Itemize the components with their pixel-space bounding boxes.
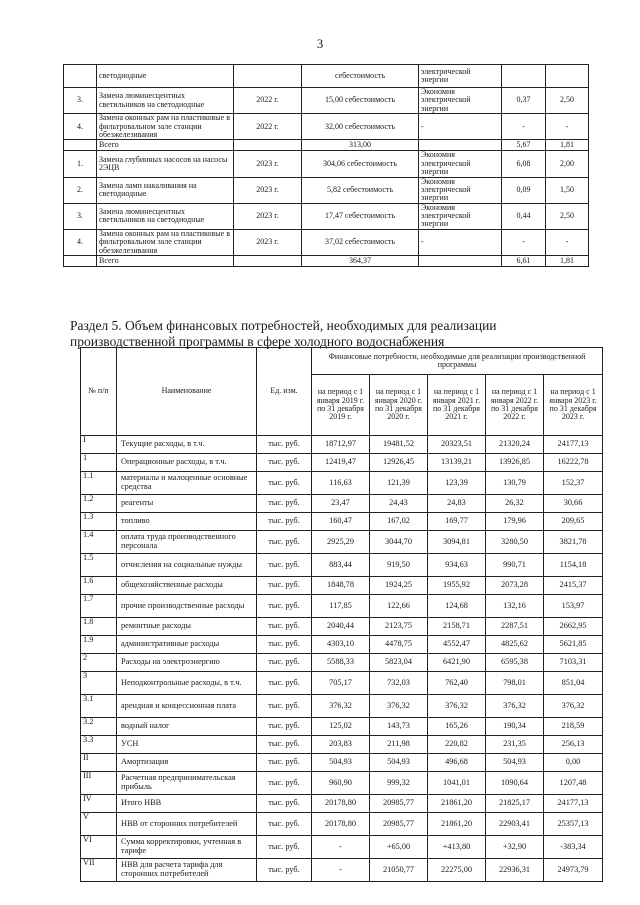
row-num: V xyxy=(81,813,117,836)
row-value: 26,32 xyxy=(486,495,544,513)
row-unit: тыс. руб. xyxy=(257,695,312,718)
measure-year: 2022 г. xyxy=(234,88,302,114)
row-value: 376,32 xyxy=(428,695,486,718)
row-value: 23,47 xyxy=(312,495,370,513)
measure-name: Замена оконных рам на пластиковые в фильтровальном зале станции обезжелезивания xyxy=(97,114,234,140)
row-value: 22275,00 xyxy=(428,859,486,882)
measure-row xyxy=(64,140,589,151)
row-unit: тыс. руб. xyxy=(257,472,312,495)
measure-num xyxy=(64,140,97,151)
row-unit: тыс. руб. xyxy=(257,454,312,472)
measure-num: 4. xyxy=(64,114,97,140)
row-num: 3.2 xyxy=(81,718,117,736)
row-value: 256,13 xyxy=(544,736,603,754)
row-num: III xyxy=(81,772,117,795)
row-value: 798,01 xyxy=(486,672,544,695)
measure-name: Всего xyxy=(97,256,234,267)
measure-row xyxy=(64,229,589,255)
row-unit: тыс. руб. xyxy=(257,654,312,672)
row-name: реагенты xyxy=(117,495,257,513)
row-value: 883,44 xyxy=(312,554,370,577)
row-unit: тыс. руб. xyxy=(257,436,312,454)
measure-year: 2022 г. xyxy=(234,114,302,140)
row-num: 1.7 xyxy=(81,595,117,618)
row-value: 6421,90 xyxy=(428,654,486,672)
measure-amount: 15,00 себестоимость xyxy=(302,88,419,114)
row-name: отчисления на социальные нужды xyxy=(117,554,257,577)
measure-num: 3. xyxy=(64,203,97,229)
row-value: +32,90 xyxy=(486,836,544,859)
row-value: 12926,45 xyxy=(370,454,428,472)
measure-year xyxy=(234,256,302,267)
row-value: 2925,29 xyxy=(312,531,370,554)
row-num: 1 xyxy=(81,454,117,472)
row-value: 167,02 xyxy=(370,513,428,531)
row-unit: тыс. руб. xyxy=(257,672,312,695)
measure-v1: 6,61 xyxy=(502,256,546,267)
measure-v2: 2,50 xyxy=(546,88,589,114)
row-value: 152,37 xyxy=(544,472,603,495)
row-name: Расчетная предпринимательская прибыль xyxy=(117,772,257,795)
row-value: 21320,24 xyxy=(486,436,544,454)
measure-effect: Экономия электрической энергии xyxy=(419,177,502,203)
header-num: № п/п xyxy=(81,348,117,436)
row-name: арендная и концессионная плата xyxy=(117,695,257,718)
measure-name: Замена ламп накаливания на светодиодные xyxy=(97,177,234,203)
row-value: 1154,18 xyxy=(544,554,603,577)
measure-num: 4. xyxy=(64,229,97,255)
measure-v2: 1,81 xyxy=(546,140,589,151)
row-value: 132,16 xyxy=(486,595,544,618)
row-value: - xyxy=(312,859,370,882)
row-value: 2073,28 xyxy=(486,577,544,595)
row-num: VII xyxy=(81,859,117,882)
row-value: 2287,51 xyxy=(486,618,544,636)
row-unit: тыс. руб. xyxy=(257,495,312,513)
table-row xyxy=(81,636,603,654)
row-value: 25357,13 xyxy=(544,813,603,836)
measure-name: Всего xyxy=(97,140,234,151)
row-value: 20178,80 xyxy=(312,795,370,813)
measure-amount: 364,37 xyxy=(302,256,419,267)
measure-effect xyxy=(419,256,502,267)
measure-v1 xyxy=(502,65,546,88)
row-value: 130,79 xyxy=(486,472,544,495)
row-name: общехозяйственные расходы xyxy=(117,577,257,595)
measures-table xyxy=(63,64,589,267)
row-name: Текущие расходы, в т.ч. xyxy=(117,436,257,454)
measure-effect: - xyxy=(419,114,502,140)
measure-v1: - xyxy=(502,114,546,140)
row-value: 24,83 xyxy=(428,495,486,513)
measure-row xyxy=(64,114,589,140)
header-period-2023: на период с 1 января 2023 г. по 31 декабря 2023 г. xyxy=(544,375,603,436)
measure-row xyxy=(64,203,589,229)
row-value: 24,43 xyxy=(370,495,428,513)
row-unit: тыс. руб. xyxy=(257,836,312,859)
measure-v1: 0,09 xyxy=(502,177,546,203)
measure-amount: 304,06 себестоимость xyxy=(302,151,419,177)
row-num: 1.5 xyxy=(81,554,117,577)
measure-effect xyxy=(419,140,502,151)
measure-v2: 2,50 xyxy=(546,203,589,229)
row-value: 165,26 xyxy=(428,718,486,736)
row-name: оплата труда производственного персонала xyxy=(117,531,257,554)
row-value: 5823,04 xyxy=(370,654,428,672)
row-name: ремонтные расходы xyxy=(117,618,257,636)
row-value: 376,32 xyxy=(370,695,428,718)
row-value: 203,83 xyxy=(312,736,370,754)
row-name: административные расходы xyxy=(117,636,257,654)
row-num: IV xyxy=(81,795,117,813)
row-value: 1924,25 xyxy=(370,577,428,595)
table-row xyxy=(81,795,603,813)
measure-year: 2023 г. xyxy=(234,151,302,177)
row-name: Сумма корректировки, учтенная в тарифе xyxy=(117,836,257,859)
measure-row xyxy=(64,65,589,88)
measure-v2: - xyxy=(546,114,589,140)
row-value: 123,39 xyxy=(428,472,486,495)
table-row xyxy=(81,495,603,513)
row-value: 12419,47 xyxy=(312,454,370,472)
row-value: 4825,62 xyxy=(486,636,544,654)
row-value: 3821,78 xyxy=(544,531,603,554)
row-value: 1848,78 xyxy=(312,577,370,595)
row-value: -383,34 xyxy=(544,836,603,859)
measure-v2: - xyxy=(546,229,589,255)
row-name: УСН xyxy=(117,736,257,754)
row-value: 5588,33 xyxy=(312,654,370,672)
row-num: 1.6 xyxy=(81,577,117,595)
row-value: 2662,95 xyxy=(544,618,603,636)
row-value: 1090,64 xyxy=(486,772,544,795)
row-value: 179,96 xyxy=(486,513,544,531)
row-value: 22903,41 xyxy=(486,813,544,836)
row-value: 2040,44 xyxy=(312,618,370,636)
row-name: НВВ для расчета тарифа для сторонних потребителей xyxy=(117,859,257,882)
row-unit: тыс. руб. xyxy=(257,754,312,772)
row-value: 504,93 xyxy=(370,754,428,772)
measure-effect: Экономия электрической энергии xyxy=(419,203,502,229)
measure-name: светодиодные xyxy=(97,65,234,88)
measure-num: 3. xyxy=(64,88,97,114)
row-name: материалы и малоценные основные средства xyxy=(117,472,257,495)
row-unit: тыс. руб. xyxy=(257,772,312,795)
measure-row xyxy=(64,151,589,177)
table-row xyxy=(81,654,603,672)
row-value: 0,00 xyxy=(544,754,603,772)
row-value: 376,32 xyxy=(312,695,370,718)
table-row xyxy=(81,695,603,718)
row-value: 3280,50 xyxy=(486,531,544,554)
row-value: 231,35 xyxy=(486,736,544,754)
header-period-2021: на период с 1 января 2021 г. по 31 декабря 2021 г. xyxy=(428,375,486,436)
header-name: Наименование xyxy=(117,348,257,436)
header-period-2022: на период с 1 января 2022 г. по 31 декабря 2022 г. xyxy=(486,375,544,436)
row-unit: тыс. руб. xyxy=(257,531,312,554)
row-unit: тыс. руб. xyxy=(257,736,312,754)
row-value: 2123,75 xyxy=(370,618,428,636)
row-value: 116,63 xyxy=(312,472,370,495)
table-row xyxy=(81,436,603,454)
row-unit: тыс. руб. xyxy=(257,859,312,882)
header-period-2019: на период с 1 января 2019 г. по 31 декабря 2019 г. xyxy=(312,375,370,436)
row-value: 169,77 xyxy=(428,513,486,531)
table-row xyxy=(81,554,603,577)
row-value: 21861,20 xyxy=(428,795,486,813)
table-row xyxy=(81,772,603,795)
row-value: 24973,79 xyxy=(544,859,603,882)
table-row xyxy=(81,736,603,754)
row-value: 121,39 xyxy=(370,472,428,495)
measure-v1: 0,44 xyxy=(502,203,546,229)
table-row xyxy=(81,754,603,772)
row-value: 934,63 xyxy=(428,554,486,577)
measure-amount: 37,02 себестоимость xyxy=(302,229,419,255)
row-num: 1.4 xyxy=(81,531,117,554)
table-row xyxy=(81,859,603,882)
row-value: 3044,70 xyxy=(370,531,428,554)
measure-effect: Экономия электрической энергии xyxy=(419,151,502,177)
row-value: 125,02 xyxy=(312,718,370,736)
row-value: 13139,21 xyxy=(428,454,486,472)
header-unit: Ед. изм. xyxy=(257,348,312,436)
row-name: Неподконтрольные расходы, в т.ч. xyxy=(117,672,257,695)
table-row xyxy=(81,531,603,554)
measure-effect: электрической энергии xyxy=(419,65,502,88)
row-num: 1.8 xyxy=(81,618,117,636)
row-value: +65,00 xyxy=(370,836,428,859)
row-name: НВВ от сторонних потребителей xyxy=(117,813,257,836)
table-row xyxy=(81,595,603,618)
measure-v1: 0,37 xyxy=(502,88,546,114)
row-value: 376,32 xyxy=(486,695,544,718)
row-unit: тыс. руб. xyxy=(257,718,312,736)
measure-amount: 313,00 xyxy=(302,140,419,151)
row-value: 990,71 xyxy=(486,554,544,577)
row-value: 504,93 xyxy=(312,754,370,772)
measure-amount: себестоимость xyxy=(302,65,419,88)
measure-name: Замена глубинных насосов на насосы 2ЭЦВ xyxy=(97,151,234,177)
table-row xyxy=(81,454,603,472)
row-unit: тыс. руб. xyxy=(257,813,312,836)
row-value: 705,17 xyxy=(312,672,370,695)
row-name: Операционные расходы, в т.ч. xyxy=(117,454,257,472)
page-number: 3 xyxy=(316,36,324,51)
table-row xyxy=(81,618,603,636)
row-value: 30,66 xyxy=(544,495,603,513)
row-value: +413,80 xyxy=(428,836,486,859)
row-num: VI xyxy=(81,836,117,859)
financial-needs-table xyxy=(80,347,603,882)
row-num: 1.9 xyxy=(81,636,117,654)
row-value: 5621,85 xyxy=(544,636,603,654)
measure-year: 2023 г. xyxy=(234,203,302,229)
measure-amount: 5,82 себестоимость xyxy=(302,177,419,203)
table-row xyxy=(81,813,603,836)
measure-year xyxy=(234,65,302,88)
header-period-2020: на период с 1 января 2020 г. по 31 декабря 2020 г. xyxy=(370,375,428,436)
row-name: Расходы на электроэнергию xyxy=(117,654,257,672)
row-value: 4552,47 xyxy=(428,636,486,654)
row-unit: тыс. руб. xyxy=(257,795,312,813)
row-name: топливо xyxy=(117,513,257,531)
row-unit: тыс. руб. xyxy=(257,554,312,577)
row-num: 1.2 xyxy=(81,495,117,513)
row-value: 20985,77 xyxy=(370,813,428,836)
table-row xyxy=(81,672,603,695)
measure-v1: 6,08 xyxy=(502,151,546,177)
row-value: 2158,71 xyxy=(428,618,486,636)
measure-row xyxy=(64,177,589,203)
row-value: 20985,77 xyxy=(370,795,428,813)
row-value: 160,47 xyxy=(312,513,370,531)
row-value: 117,85 xyxy=(312,595,370,618)
row-name: Итого НВВ xyxy=(117,795,257,813)
row-value: 220,82 xyxy=(428,736,486,754)
row-value: 504,93 xyxy=(486,754,544,772)
row-unit: тыс. руб. xyxy=(257,577,312,595)
measure-v1: - xyxy=(502,229,546,255)
measure-effect: - xyxy=(419,229,502,255)
row-value: 153,97 xyxy=(544,595,603,618)
row-unit: тыс. руб. xyxy=(257,513,312,531)
row-value: 21825,17 xyxy=(486,795,544,813)
measure-v2: 1,81 xyxy=(546,256,589,267)
measure-num xyxy=(64,256,97,267)
row-value: 3094,81 xyxy=(428,531,486,554)
measure-num: 2. xyxy=(64,177,97,203)
measure-num xyxy=(64,65,97,88)
row-value: 124,68 xyxy=(428,595,486,618)
row-value: 960,90 xyxy=(312,772,370,795)
row-value: 732,03 xyxy=(370,672,428,695)
row-num: 3.3 xyxy=(81,736,117,754)
row-num: 1.3 xyxy=(81,513,117,531)
row-value: 209,65 xyxy=(544,513,603,531)
row-value: 7103,31 xyxy=(544,654,603,672)
measure-v1: 5,67 xyxy=(502,140,546,151)
row-name: Амортизация xyxy=(117,754,257,772)
measure-name: Замена оконных рам на пластиковые в фильтровальном зале станции обезжелезивания xyxy=(97,229,234,255)
row-num: 1.1 xyxy=(81,472,117,495)
measure-row xyxy=(64,256,589,267)
row-value: 24177,13 xyxy=(544,795,603,813)
row-num: I xyxy=(81,436,117,454)
row-value: 4478,75 xyxy=(370,636,428,654)
row-value: - xyxy=(312,836,370,859)
table-row xyxy=(81,718,603,736)
row-value: 122,66 xyxy=(370,595,428,618)
row-value: 18712,97 xyxy=(312,436,370,454)
row-value: 496,68 xyxy=(428,754,486,772)
row-value: 16222,78 xyxy=(544,454,603,472)
measure-amount: 32,00 себестоимость xyxy=(302,114,419,140)
row-num: 2 xyxy=(81,654,117,672)
row-value: 919,50 xyxy=(370,554,428,577)
measure-effect: Экономия электрической энергии xyxy=(419,88,502,114)
table-row xyxy=(81,577,603,595)
row-value: 999,32 xyxy=(370,772,428,795)
measure-num: 1. xyxy=(64,151,97,177)
row-value: 851,04 xyxy=(544,672,603,695)
row-value: 20178,80 xyxy=(312,813,370,836)
row-value: 143,73 xyxy=(370,718,428,736)
row-unit: тыс. руб. xyxy=(257,618,312,636)
row-value: 24177,13 xyxy=(544,436,603,454)
row-value: 2415,37 xyxy=(544,577,603,595)
row-value: 190,34 xyxy=(486,718,544,736)
table-row xyxy=(81,836,603,859)
measure-name: Замена люминесцентных светильников на светодиодные xyxy=(97,88,234,114)
row-value: 22936,31 xyxy=(486,859,544,882)
row-value: 1207,48 xyxy=(544,772,603,795)
row-value: 1955,92 xyxy=(428,577,486,595)
row-num: II xyxy=(81,754,117,772)
row-num: 3 xyxy=(81,672,117,695)
row-value: 21861,20 xyxy=(428,813,486,836)
row-unit: тыс. руб. xyxy=(257,595,312,618)
row-value: 1041,01 xyxy=(428,772,486,795)
header-group: Финансовые потребности, необходимые для реализации производственной программы xyxy=(312,348,603,375)
measure-year xyxy=(234,140,302,151)
row-num: 3.1 xyxy=(81,695,117,718)
measure-year: 2023 г. xyxy=(234,177,302,203)
row-value: 211,98 xyxy=(370,736,428,754)
row-value: 19481,52 xyxy=(370,436,428,454)
row-unit: тыс. руб. xyxy=(257,636,312,654)
measure-v2 xyxy=(546,65,589,88)
measure-amount: 17,47 себестоимость xyxy=(302,203,419,229)
row-value: 376,32 xyxy=(544,695,603,718)
measure-v2: 1,50 xyxy=(546,177,589,203)
measure-v2: 2,00 xyxy=(546,151,589,177)
row-value: 20323,51 xyxy=(428,436,486,454)
row-name: прочие производственные расходы xyxy=(117,595,257,618)
row-value: 4303,10 xyxy=(312,636,370,654)
measure-row xyxy=(64,88,589,114)
row-value: 762,40 xyxy=(428,672,486,695)
measure-name: Замена люминесцентных светильников на светодиодные xyxy=(97,203,234,229)
table-row xyxy=(81,513,603,531)
row-value: 13926,85 xyxy=(486,454,544,472)
row-value: 6595,38 xyxy=(486,654,544,672)
row-name: водный налог xyxy=(117,718,257,736)
measure-year: 2023 г. xyxy=(234,229,302,255)
section-heading: Раздел 5. Объем финансовых потребностей, необходимых для реализации производственной программы в сфере холодного водоснабжения xyxy=(70,318,497,350)
row-value: 21050,77 xyxy=(370,859,428,882)
row-value: 218,59 xyxy=(544,718,603,736)
table-row xyxy=(81,472,603,495)
